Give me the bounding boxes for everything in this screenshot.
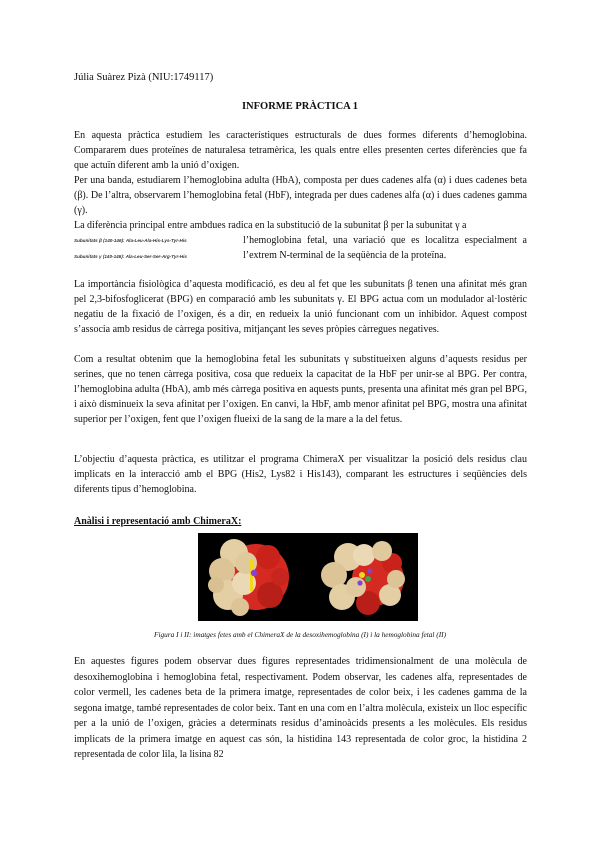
importance-paragraph-1: La importància fisiològica d’aquesta modificació, es deu al fet que les subunitats β tenen una afinitat més gran pel 2,3-bifosfoglicerat (BPG) en comparació amb les subunitats γ. El BPG actua com un modulador al·lostèric negatiu de la fixació de l’oxigen, és a dir, en redueix la unió funcionant com un inhibidor. Aquest compost s’associa amb residus de càrrega positiva, mitjançant les seves pròpies càrregues negatives. [74, 279, 527, 335]
his2-residue [251, 570, 257, 576]
intro-paragraph-1: En aquesta pràctica estudiem les característiques estructurals de dues formes diferents d’hemoglobina. Compararem dues proteïnes de naturalesa tetramèrica, les quals entre elles presenten certes diferències que fa que actuïn diferent amb la unió d’oxigen. [74, 130, 527, 171]
his143-residue [359, 572, 365, 578]
his143-residue-blob [250, 565, 255, 570]
his2-residue-b [368, 569, 373, 574]
report-title: INFORME PRÀCTICA 1 [241, 101, 359, 112]
intro-paragraph-3-first-line: La diferència principal entre ambdues radica en la substitució de la subunitat β per la subunitat γ a [74, 220, 467, 231]
sequence-beta: Subunitats β (140-146): Ala-Leu-Ala-His-Lys-Tyr-His [74, 238, 187, 243]
his2-residue [357, 580, 362, 585]
objective-paragraph: L’objectiu d’aquesta pràctica, es utilitzar el programa ChimeraX per visualitzar la posició dels residus clau implicats en la interacció amb el BPG (His2, Lys82 i His143), comparant les estructures i seqüències dels diferents tipus d’hemoglobina. [74, 454, 527, 495]
figure-fetal-hemoglobin [308, 533, 418, 621]
lys82-residue [365, 576, 371, 582]
sequence-gamma: Subunitats γ (140-146): Ala-Leu-Ser-Ser-Arg-Tyr-His [74, 254, 187, 259]
intro-paragraph-2: Per una banda, estudiarem l’hemoglobina adulta (HbA), composta per dues cadenes alfa (α) i dues cadenes beta (β). De l’altra, observarem l’hemoglobina fetal (HbF), integrada per dues cadenes alfa (α) i dues cadenes gamma (γ). [74, 175, 527, 216]
figure-caption: Figura I i II: imatges fetes amb el ChimeraX de la desoxihemoglobina (I) i la hemoglobina fetal (II) [153, 630, 447, 639]
figure-deoxyhemoglobin [198, 533, 308, 621]
analysis-paragraph: En aquestes figures podem observar dues figures representades tridimensionalment de una molècula de desoxihemoglobina i hemoglobina fetal, respectivament. Podem observar, les cadenes alfa, representades de color vermell, les cadenes beta de la primera imatge, representades de color beix, i les cadenes gamma de la segona imatge, també representades de color beix. Tant en una com en l’altra molècula, existeix un lloc específic per a la unió de l’oxigen, gràcies a determinats residus d’aminoàcids presents a les molècules. Els residus implicats de la primera imatge en aquest cas són, la histidina 143 representada de color groc, la histidina 2 representada de color lila, la lisina 82 [74, 656, 527, 760]
analysis-heading: Anàlisi i representació amb ChimeraX: [74, 516, 242, 527]
fetal-hemoglobin-render [308, 533, 418, 621]
importance-paragraph-2: Com a resultat obtenim que la hemoglobina fetal les subunitats γ substitueixen alguns d’aquests residus per serines, que no tenen càrrega positiva, cosa que redueix la capacitat de la HbF per unir-se al BPG. Per contra, l’hemoglobina adulta (HbA), amb més càrrega positiva en aquests punts, presenta una afinitat més gran pel BPG, i això disminueix la seva afinitat per l’oxigen. En canvi, la HbF, amb menor afinitat pel BPG, mostra una afinitat superior per l’oxigen, fent que l’oxigen flueixi de la sang de la mare a la del fetus. [74, 354, 527, 425]
intro-paragraph-3-rest: l’hemoglobina fetal, una variació que es localitza especialment a l’extrem N-terminal de la seqüència de la proteïna. [243, 235, 527, 261]
author-line: Júlia Suàrez Pizà (NIU:1749117) [74, 72, 214, 83]
deoxyhemoglobin-render [198, 533, 308, 621]
